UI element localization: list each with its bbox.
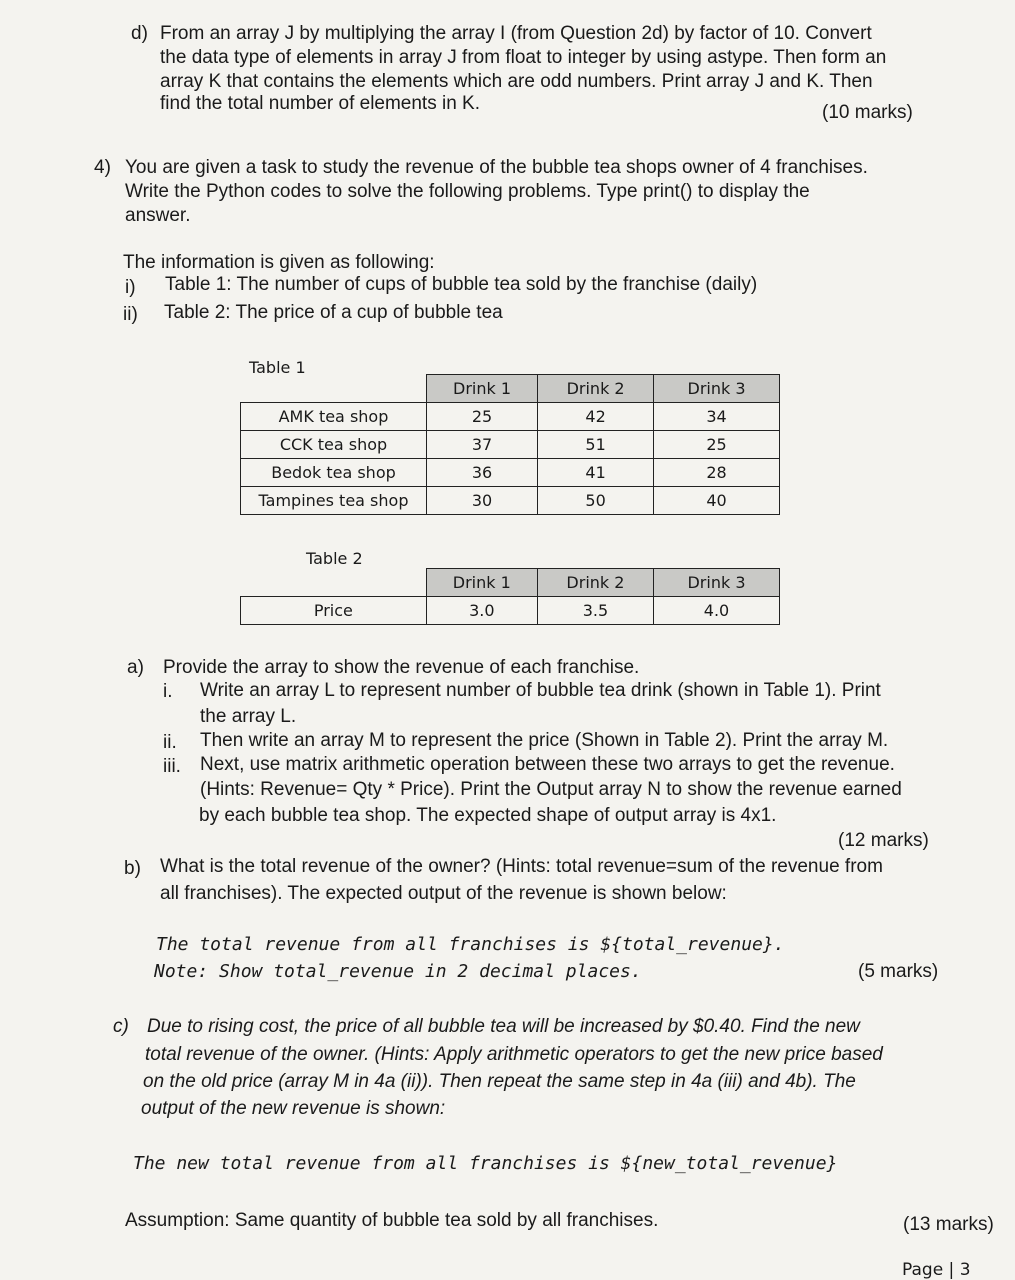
q4-intro-3: answer. (125, 205, 191, 226)
table2-row-name: Price (241, 597, 427, 625)
table1-cell: 25 (427, 403, 538, 431)
part-b-marks: (5 marks) (858, 961, 939, 982)
table1-col-header: Drink 2 (538, 375, 654, 403)
table1-col-header: Drink 1 (427, 375, 538, 403)
table1 (240, 374, 780, 515)
table-row (241, 459, 780, 487)
table1-cell: 51 (538, 431, 654, 459)
part-a-iii-line-1: Next, use matrix arithmetic operation between these two arrays to get the revenue. (200, 754, 895, 775)
part-a-marks: (12 marks) (838, 830, 929, 851)
q4-info-2-text: Table 2: The price of a cup of bubble tea (164, 302, 503, 323)
table2-cell: 4.0 (653, 597, 779, 625)
page-number: Page | 3 (902, 1260, 971, 1280)
table1-cell: 28 (654, 459, 780, 487)
table-row (241, 487, 780, 515)
part-c-code: The new total revenue from all franchises is ${new_total_revenue} (133, 1153, 838, 1174)
part-a-iii-line-2: (Hints: Revenue= Qty * Price). Print the Output array N to show the revenue earned (200, 779, 902, 800)
table2-col-header: Drink 3 (653, 569, 779, 597)
table1-cell: 25 (654, 431, 780, 459)
q3d-label: d) (131, 23, 148, 44)
part-c-label: c) (113, 1016, 129, 1037)
part-b-code-2: Note: Show total_revenue in 2 decimal places. (154, 961, 642, 982)
part-a-ii-label: ii. (163, 732, 177, 753)
part-a-i-label: i. (163, 681, 173, 702)
table-row (241, 403, 780, 431)
part-a-iii-line-3: by each bubble tea shop. The expected shape of output array is 4x1. (199, 805, 777, 826)
table2-title: Table 2 (306, 549, 363, 568)
table1-cell: 41 (538, 459, 654, 487)
table1-corner (241, 375, 427, 403)
part-a-heading: Provide the array to show the revenue of each franchise. (163, 657, 640, 678)
part-a-ii-line-1: Then write an array M to represent the price (Shown in Table 2). Print the array M. (200, 730, 889, 751)
q4-intro-2: Write the Python codes to solve the following problems. Type print() to display the (125, 181, 810, 202)
q4-info-1-label: i) (125, 277, 136, 298)
table1-cell: 37 (427, 431, 538, 459)
table1-title: Table 1 (249, 358, 306, 377)
part-b-line-2: all franchises). The expected output of the revenue is shown below: (160, 883, 727, 904)
table1-cell: 34 (654, 403, 780, 431)
table-row (241, 431, 780, 459)
table2-corner (241, 569, 427, 597)
q4-info-2-label: ii) (123, 304, 138, 325)
part-b-code-1: The total revenue from all franchises is ${total_revenue}. (156, 934, 785, 955)
part-c-line-3: on the old price (array M in 4a (ii)). Then repeat the same step in 4a (iii) and 4b). The (143, 1071, 856, 1092)
q4-info-heading: The information is given as following: (123, 252, 435, 273)
q4-info-1-text: Table 1: The number of cups of bubble tea sold by the franchise (daily) (165, 274, 758, 295)
part-b-line-1: What is the total revenue of the owner? (Hints: total revenue=sum of the revenue from (160, 856, 883, 877)
table1-row-name: AMK tea shop (241, 403, 427, 431)
table1-col-header: Drink 3 (654, 375, 780, 403)
q4-label: 4) (94, 157, 111, 178)
part-c-line-2: total revenue of the owner. (Hints: Apply arithmetic operators to get the new price based (145, 1044, 883, 1065)
table2-cell: 3.5 (537, 597, 653, 625)
part-c-line-4: output of the new revenue is shown: (141, 1098, 446, 1119)
part-a-i-line-2: the array L. (200, 706, 297, 727)
q3d-marks: (10 marks) (822, 102, 913, 123)
table1-cell: 40 (654, 487, 780, 515)
table1-cell: 30 (427, 487, 538, 515)
table2-col-header: Drink 2 (537, 569, 653, 597)
part-a-label: a) (127, 657, 144, 678)
table2-col-header: Drink 1 (426, 569, 537, 597)
q3d-line-3: array K that contains the elements which are odd numbers. Print array J and K. Then (160, 71, 873, 92)
table-row (241, 597, 780, 625)
table1-cell: 36 (427, 459, 538, 487)
q3d-line-1: From an array J by multiplying the array I (from Question 2d) by factor of 10. Convert (160, 23, 872, 44)
part-b-label: b) (124, 858, 141, 879)
table1-row-name: CCK tea shop (241, 431, 427, 459)
part-a-i-line-1: Write an array L to represent number of bubble tea drink (shown in Table 1). Print (200, 680, 881, 701)
q3d-line-2: the data type of elements in array J from float to integer by using astype. Then form an (160, 47, 887, 68)
table2-cell: 3.0 (426, 597, 537, 625)
table1-row-name: Bedok tea shop (241, 459, 427, 487)
table1-row-name: Tampines tea shop (241, 487, 427, 515)
part-c-marks: (13 marks) (903, 1214, 994, 1235)
table2 (240, 568, 780, 625)
q3d-line-4: find the total number of elements in K. (160, 93, 481, 114)
part-c-assumption: Assumption: Same quantity of bubble tea sold by all franchises. (125, 1210, 659, 1231)
part-a-iii-label: iii. (163, 756, 181, 777)
table1-cell: 42 (538, 403, 654, 431)
table1-cell: 50 (538, 487, 654, 515)
part-c-line-1: Due to rising cost, the price of all bubble tea will be increased by $0.40. Find the new (147, 1016, 860, 1037)
q4-intro-1: You are given a task to study the revenue of the bubble tea shops owner of 4 franchises. (125, 157, 868, 178)
